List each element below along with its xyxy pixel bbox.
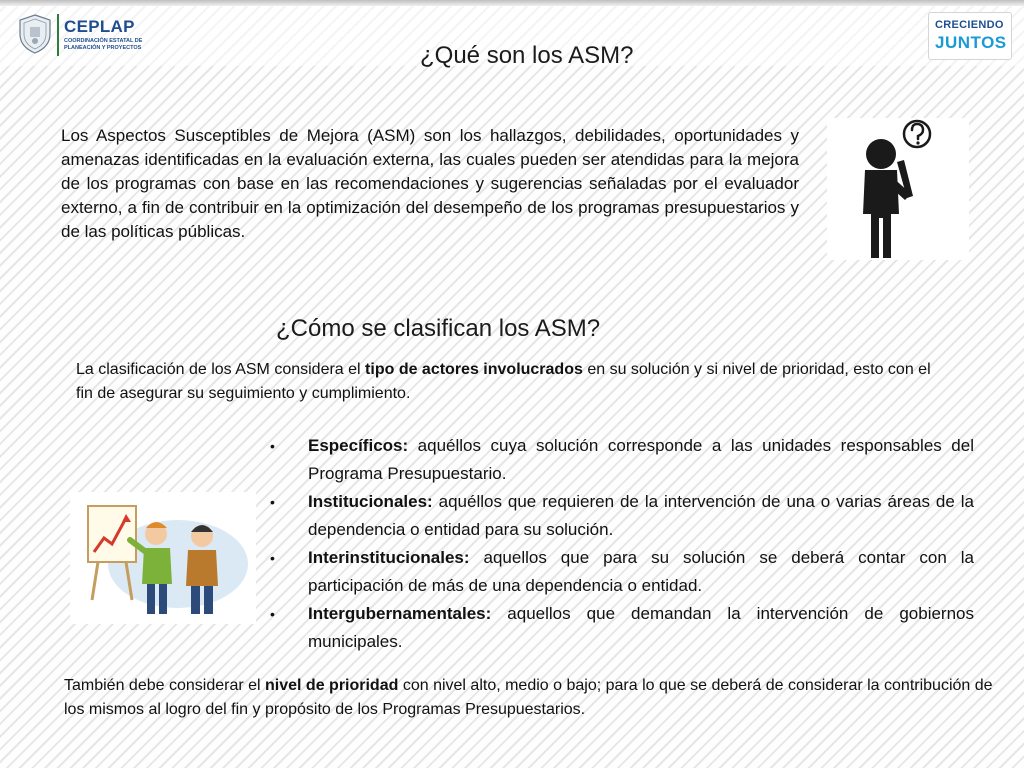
list-item-intergubernamentales (262, 600, 974, 656)
term-institucionales: Institucionales: (308, 492, 433, 511)
asm-types-list (262, 432, 974, 656)
creciendo-juntos-logo (928, 12, 1012, 60)
desc-interinstitucionales: aquellos que para su solución se deberá contar con la participación de más de una dependencia o entidad. (308, 548, 974, 595)
asm-definition: Los Aspectos Susceptibles de Mejora (ASM) son los hallazgos, debilidades, oportunidades y amenazas identificadas en la evaluación externa, las cuales pueden ser atendidas para la mejora de los programas con base en las recomendaciones y sugerencias señaladas por el evaluador externo, a fin de contribuir en la optimización del desempeño de los programas presupuestarios y de las políticas públicas. (61, 126, 799, 241)
desc-intergubernamentales: aquellos que demandan la intervención de gobiernos municipales. (308, 604, 974, 651)
question-mark-icon (904, 121, 930, 147)
intro-text-end: en su solución y si nivel de prioridad, esto con el fin de asegurar su seguimiento y cumplimiento. (76, 361, 931, 402)
bullet-icon: • (270, 606, 275, 622)
bullet-icon: • (270, 438, 275, 454)
desc-institucionales: aquéllos que requieren de la intervención de una o varias áreas de la dependencia o entidad para su solución. (308, 492, 974, 539)
section-title-como-se-clasifican: ¿Cómo se clasifican los ASM? (276, 315, 601, 342)
list-item-institucionales (262, 488, 974, 544)
bullet-icon: • (270, 550, 275, 566)
term-especificos: Específicos: (308, 436, 409, 455)
list-item-interinstitucionales (262, 544, 974, 600)
priority-text-end: con nivel alto, medio o bajo; para lo que se deberá de considerar la contribución de los mismos al logro del fin y propósito de los Programas Presupuestarios. (64, 677, 993, 718)
thinking-person-icon (827, 118, 969, 260)
priority-emphasis: nivel de prioridad (265, 677, 399, 694)
classification-intro (76, 358, 946, 406)
creciendo-label: CRECIENDO (935, 19, 1004, 31)
section-title-que-son: ¿Qué son los ASM? (420, 42, 634, 69)
ceplap-subtitle: COORDINACIÓN ESTATAL DE PLANEACIÓN Y PROYECTOS (64, 38, 143, 51)
priority-note (64, 674, 1004, 722)
ceplap-name: CEPLAP (64, 17, 135, 36)
meeting-illustration (70, 492, 256, 624)
intro-text-start: La clasificación de los ASM considera el (76, 361, 366, 378)
business-presentation-illustration (70, 492, 256, 624)
state-seal-icon (18, 14, 52, 54)
ceplap-divider (57, 14, 59, 56)
thinking-person-image (827, 118, 969, 260)
list-item-especificos (262, 432, 974, 488)
term-intergubernamentales: Intergubernamentales: (308, 604, 492, 623)
juntos-label: JUNTOS (935, 33, 1007, 52)
term-interinstitucionales: Interinstitucionales: (308, 548, 470, 567)
intro-emphasis: tipo de actores involucrados (365, 361, 583, 378)
bullet-icon: • (270, 494, 275, 510)
desc-especificos: aquéllos cuya solución corresponde a las unidades responsables del Programa Presupuestario. (308, 436, 974, 483)
priority-text-start: También debe considerar el (64, 677, 266, 694)
